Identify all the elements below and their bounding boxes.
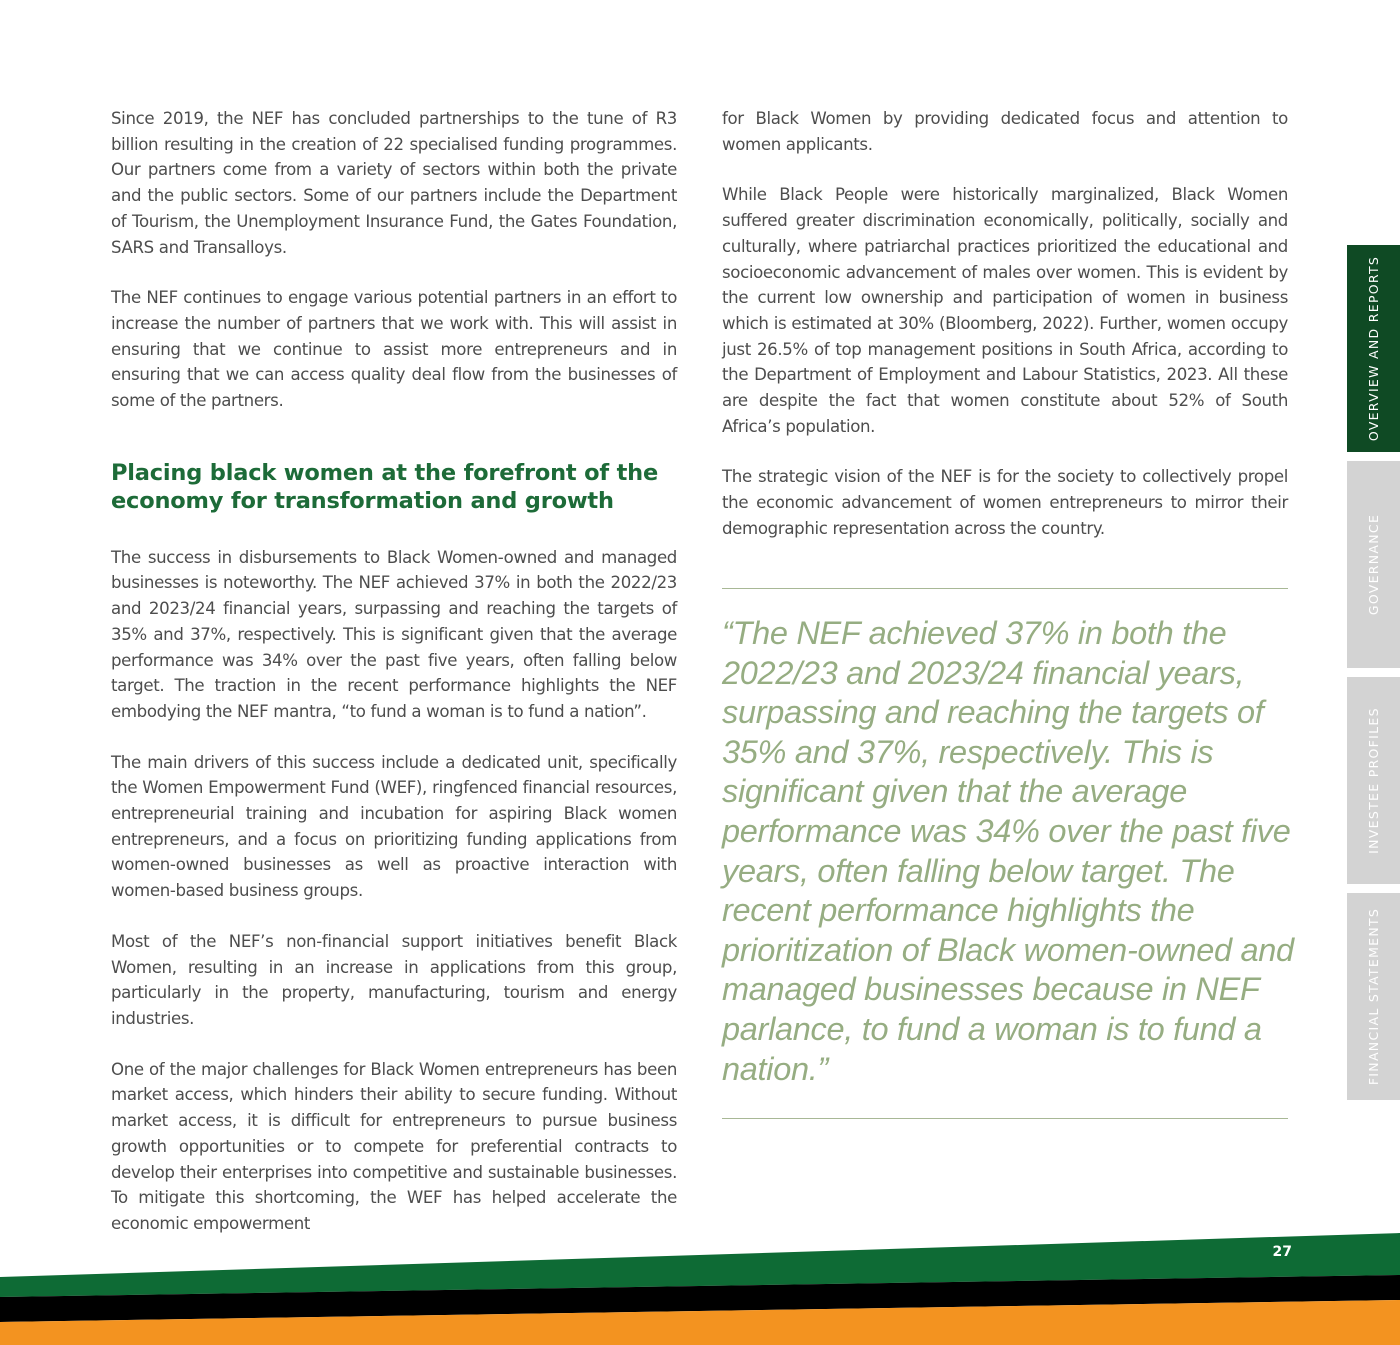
paragraph: The strategic vision of the NEF is for the society to collectively propel the economic advancement of women entrepreneurs to mirror their demographic representation across the country. [722, 467, 1288, 538]
pull-quote: “The NEF achieved 37% in both the 2022/23 and 2023/24 financial years, surpassing and reaching the targets of 35% and 37%, respectively. This is significant given that the average performance was 34% over the past five years, often falling below target. The recent performance highlights the prioritization of Black women-owned and managed businesses because in NEF parlance, to fund a woman is to fund a nation.” [722, 615, 1294, 1087]
paragraph: While Black People were historically marginalized, Black Women suffered greater discrimination economically, politically, socially and culturally, where patriarchal practices prioritized the educational and socioeconomic advancement of males over women. This is evident by the current low ownership and participation of women in business which is estimated at 30% (Bloomberg, 2022). Further, women occupy just 26.5% of top management positions in South Africa, according to the Department of Employment and Labour Statistics, 2023. All these are despite the fact that women constitute about 52% of South Africa’s population. [722, 185, 1288, 436]
tab-label: FINANCIAL STATEMENTS [1366, 907, 1382, 1086]
quote-bottom-divider [722, 1118, 1288, 1119]
page-number: 27 [1272, 1244, 1292, 1260]
paragraph: The main drivers of this success include a dedicated unit, specifically the Women Empowerment Fund (WEF), ringfenced financial resources, entrepreneurial training and incubation for aspiring Black women entrepreneurs, and a focus on prioritizing funding applications from women-owned businesses as well as proactive interaction with women-based business groups. [111, 752, 677, 901]
tab-label: OVERVIEW AND REPORTS [1366, 255, 1382, 442]
left-column [111, 106, 677, 1262]
paragraph: The NEF continues to engage various potential partners in an effort to increase the number of partners that we work with. This will assist in ensuring that we continue to assist more entrepreneurs and in ensuring that we can access quality deal flow from the businesses of some of the partners. [111, 288, 677, 411]
right-column [722, 106, 1288, 567]
paragraph: The success in disbursements to Black Women-owned and managed businesses is noteworthy. The NEF achieved 37% in both the 2022/23 and 2023/24 financial years, surpassing and reaching the targets of 35% and 37%, respectively. This is significant given that the average performance was 34% over the past five years, often falling below target. The traction in the recent performance highlights the NEF embodying the NEF mantra, “to fund a woman is to fund a nation”. [111, 547, 677, 721]
tab-label: GOVERNANCE [1366, 513, 1382, 616]
tab-investee-profiles[interactable] [1347, 677, 1400, 884]
paragraph: Most of the NEF’s non-financial support initiatives benefit Black Women, resulting in an increase in applications from this group, particularly in the property, manufacturing, tourism and energy industries. [111, 931, 677, 1028]
tab-financial-statements[interactable] [1347, 893, 1400, 1100]
tab-governance[interactable] [1347, 461, 1400, 668]
paragraph: for Black Women by providing dedicated focus and attention to women applicants. [722, 109, 1288, 154]
tab-overview-and-reports[interactable] [1347, 245, 1400, 452]
paragraph: Since 2019, the NEF has concluded partnerships to the tune of R3 billion resulting in the creation of 22 specialised funding programmes. Our partners come from a variety of sectors within both the private and the public sectors. Some of our partners include the Department of Tourism, the Unemployment Insurance Fund, the Gates Foundation, SARS and Transalloys. [111, 109, 677, 257]
section-heading: Placing black women at the forefront of the economy for transformation and growth [111, 459, 659, 514]
paragraph: One of the major challenges for Black Women entrepreneurs has been market access, which hinders their ability to secure funding. Without market access, it is difficult for entrepreneurs to pursue business growth opportunities or to compete for preferential contracts to develop their enterprises into competitive and sustainable businesses. To mitigate this shortcoming, the WEF has helped accelerate the economic empowerment [111, 1059, 677, 1233]
footer-bands [0, 1225, 1400, 1345]
tab-label: INVESTEE PROFILES [1366, 707, 1382, 854]
quote-top-divider [722, 588, 1288, 589]
